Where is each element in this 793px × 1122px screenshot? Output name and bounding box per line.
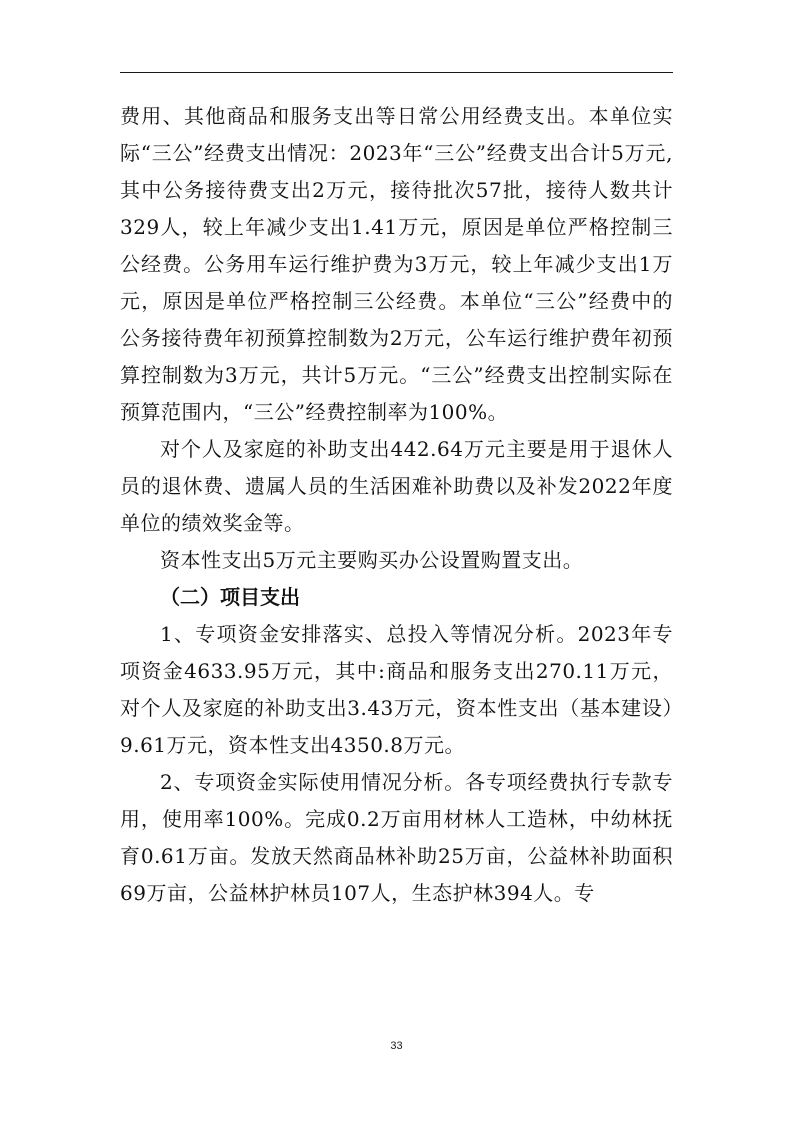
page-body [120, 98, 673, 912]
section-heading-project-expenditure: （二）项目支出 [160, 585, 300, 609]
page-number: 33 [390, 1040, 403, 1052]
paragraph-special-funds-usage: 2、专项资金实际使用情况分析。各专项经费执行专款专用，使用率100%。完成0.2万亩用材林人工造林，中幼林抚育0.61万亩。发放天然商品林补助25万亩，公益林补助面积69万亩，公益林护林员107人，生态护林394人。专 [120, 770, 673, 905]
paragraph-special-funds-allocation: 1、专项资金安排落实、总投入等情况分析。2023年专项资金4633.95万元，其中:商品和服务支出270.11万元，对个人及家庭的补助支出3.43万元，资本性支出（基本建设）9.61万元，资本性支出4350.8万元。 [120, 622, 673, 757]
header-rule [120, 72, 673, 73]
paragraph-capital-expenditure: 资本性支出5万元主要购买办公设置购置支出。 [160, 548, 584, 572]
paragraph-sangong-expenses: 费用、其他商品和服务支出等日常公用经费支出。本单位实际“三公”经费支出情况：2023年“三公”经费支出合计5万元,其中公务接待费支出2万元，接待批次57批，接待人数共计329人，较上年减少支出1.41万元，原因是单位严格控制三公经费。公务用车运行维护费为3万元，较上年减少支出1万元，原因是单位严格控制三公经费。本单位“三公”经费中的公务接待费年初预算控制数为2万元，公车运行维护费年初预算控制数为3万元，共计5万元。“三公”经费支出控制实际在预算范围内，“三公”经费控制率为100%。 [120, 104, 673, 424]
paragraph-personal-subsidy: 对个人及家庭的补助支出442.64万元主要是用于退休人员的退休费、遗属人员的生活困难补助费以及补发2022年度单位的绩效奖金等。 [120, 437, 673, 535]
